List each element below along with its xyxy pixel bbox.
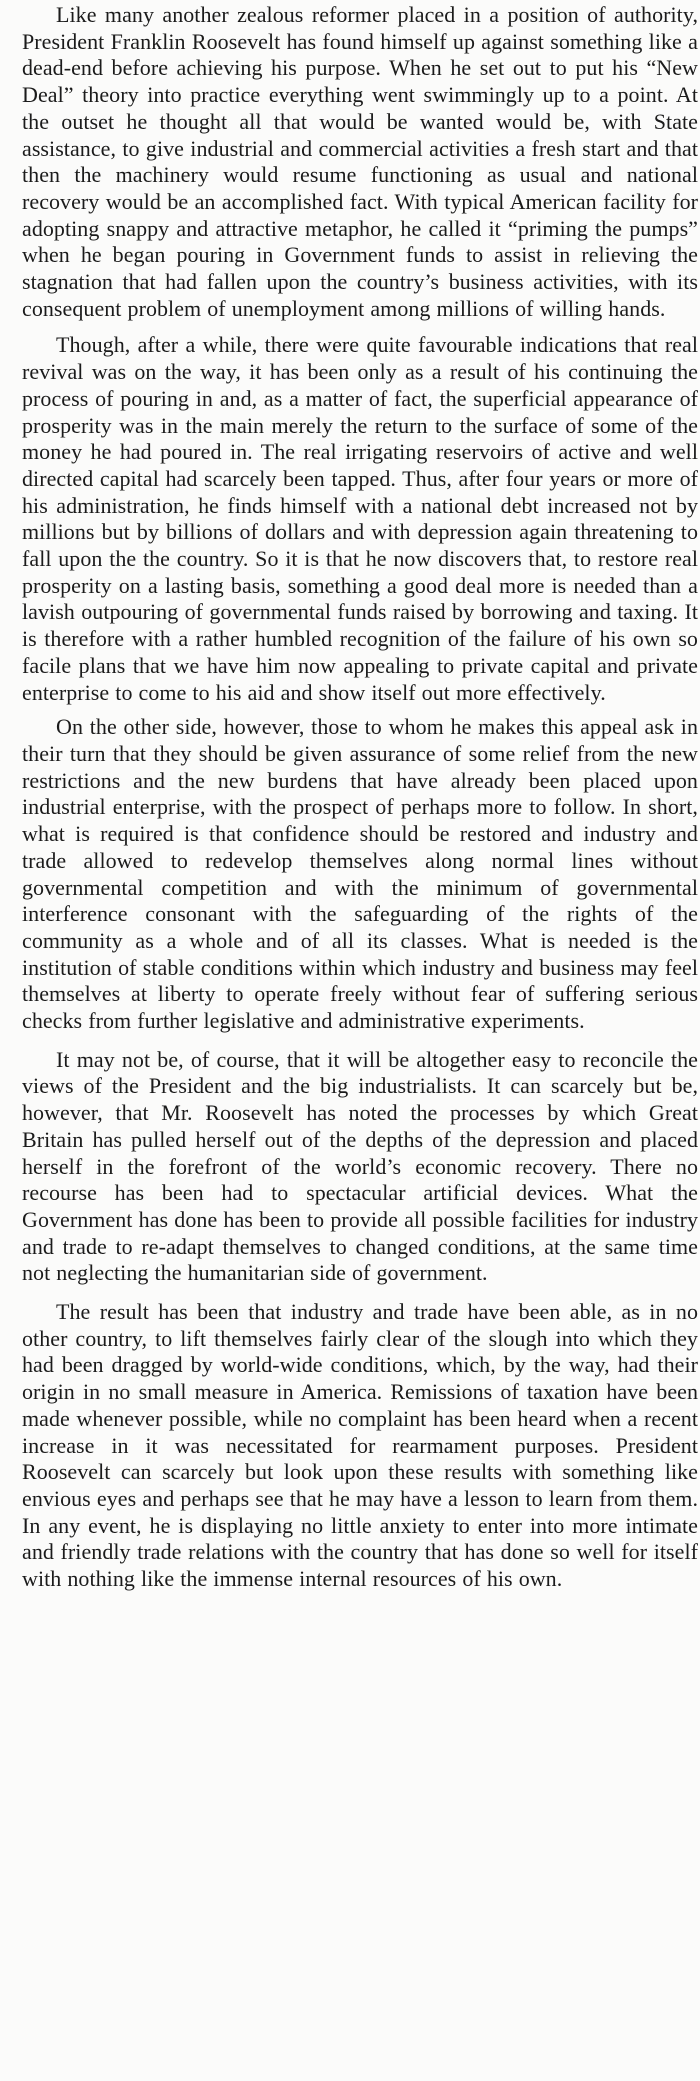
article-paragraph-5: The result has been that industry and trade have been able, as in no other country, to lift themselves fairly clear of the slough into which they had been dragged by world-wide conditions, which, by the way, had their origin in no small measure in America. Remissions of taxation have been made whenever possible, while no complaint has been heard when a recent increase in it was necessitated for rearmament purposes. President Roosevelt can scarcely but look upon these results with something like envious eyes and perhaps see that he may have a lesson to learn from them. In any event, he is displaying no little anxiety to enter into more intimate and friendly trade relations with the country that has done so well for itself with nothing like the immense internal resources of his own. — [22, 1299, 698, 1592]
print-speck-decoration — [345, 2068, 359, 2071]
article-paragraph-1: Like many another zealous reformer placed in a position of authority, President Franklin Roosevelt has found himself up against something like a dead-end before achieving his purpose. When he set out to put his “New Deal” theory into practice everything went swimmingly up to a point. At the outset he thought all that would be wanted would be, with State assistance, to give industrial and commercial activities a fresh start and that then the machinery would resume functioning as usual and national recovery would be an accomplished fact. With typical American facility for adopting snappy and attractive metaphor, he called it “priming the pumps” when he began pouring in Government funds to assist in relieving the stagnation that had fallen upon the country’s business activities, with its consequent problem of unemployment among millions of willing hands. — [22, 2, 698, 321]
article-paragraph-3: On the other side, however, those to whom he makes this appeal ask in their turn that they should be given assurance of some relief from the new restrictions and the new burdens that have already been placed upon industrial enterprise, with the prospect of perhaps more to follow. In short, what is required is that confidence should be restored and industry and trade allowed to redevelop themselves along normal lines without governmental competition and with the minimum of governmental interference consonant with the safeguarding of the rights of the community as a whole and of all its classes. What is needed is the institution of stable conditions within which industry and business may feel themselves at liberty to operate freely without fear of suffering serious checks from further legislative and administrative experiments. — [22, 714, 698, 1034]
article-paragraph-4: It may not be, of course, that it will be altogether easy to reconcile the views of the President and the big industrialists. It can scarcely but be, however, that Mr. Roosevelt has noted the processes by which Great Britain has pulled herself out of the depths of the depression and placed herself in the forefront of the world’s economic recovery. There no recourse has been had to spectacular artificial devices. What the Government has done has been to provide all possible facilities for industry and trade to re-adapt themselves to changed conditions, at the same time not neglecting the humanitarian side of government. — [22, 1046, 698, 1286]
article-paragraph-2: Though, after a while, there were quite favourable indications that real revival was on the way, it has been only as a result of his continuing the process of pouring in and, as a matter of fact, the superficial appearance of prosperity was in the main merely the return to the surface of some of the money he had poured in. The real irrigating reservoirs of active and well directed capital had scarcely been tapped. Thus, after four years or more of his administration, he finds himself with a national debt increased not by millions but by billions of dollars and with depression again threatening to fall upon the the country. So it is that he now discovers that, to restore real prosperity on a lasting basis, something a good deal more is needed than a lavish outpouring of governmental funds raised by borrowing and taxing. It is therefore with a rather humbled recognition of the failure of his own so facile plans that we have him now appealing to private capital and private enterprise to come to his aid and show itself out more effectively. — [22, 332, 698, 705]
article-column — [22, 0, 698, 1593]
